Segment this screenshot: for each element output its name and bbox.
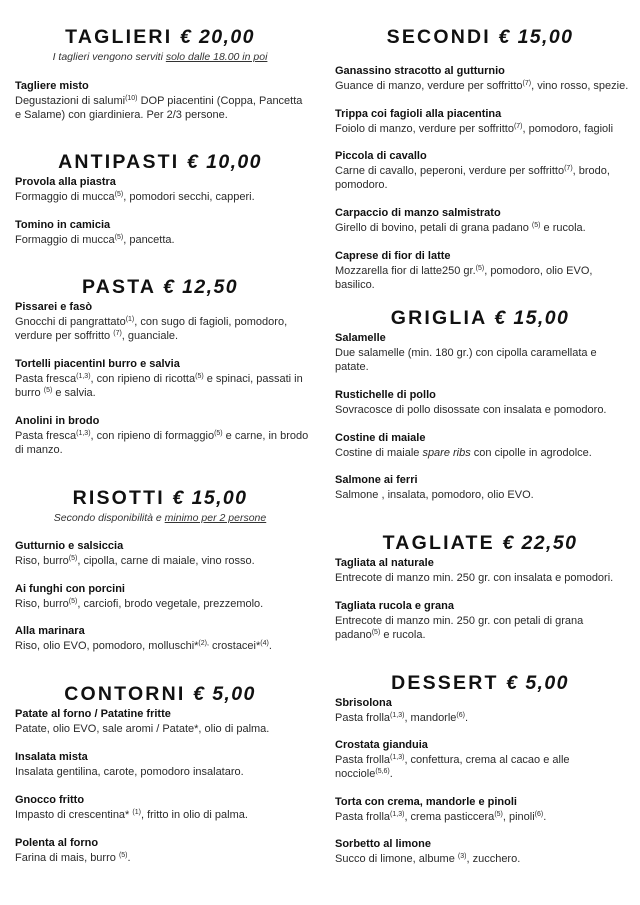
desc-text: Girello di bovino, petali di grana padano: [335, 221, 532, 234]
item-desc: [15, 722, 310, 737]
allergen-note: (10): [125, 94, 138, 102]
item-desc: [335, 122, 630, 137]
desc-text: Pasta frolla: [335, 753, 391, 766]
desc-text: Succo di limone, albume: [335, 852, 458, 865]
menu-item: [335, 388, 630, 417]
section-name: TAGLIERI: [65, 26, 173, 48]
item-name: Insalata mista: [15, 751, 88, 763]
menu-item: [15, 793, 310, 822]
item-desc: [15, 808, 310, 823]
section-name: SECONDI: [386, 26, 491, 48]
menu-item: [335, 107, 630, 136]
menu-item: [15, 750, 310, 779]
desc-text: Degustazioni di salumi: [15, 94, 126, 107]
item-desc: [335, 79, 630, 94]
allergen-note: (6): [456, 711, 465, 719]
allergen-note: (2),: [198, 639, 209, 647]
allergen-note: (1,3): [76, 372, 91, 380]
desc-text: .: [389, 768, 393, 780]
item-desc: [335, 264, 630, 293]
item-name: Costine di maiale: [335, 432, 426, 444]
section-name: ANTIPASTI: [58, 151, 180, 173]
desc-text: , vino rosso, spezie.: [531, 79, 629, 92]
menu-item: [335, 599, 630, 643]
menu-item: [335, 206, 630, 235]
desc-text: , guanciale.: [121, 330, 179, 342]
desc-text: e carne, in brodo di manzo.: [15, 429, 309, 456]
section-title: [15, 682, 305, 706]
item-desc: [15, 851, 310, 866]
menu-item: [335, 331, 630, 375]
allergen-note: (5): [475, 264, 485, 272]
desc-text: e spinaci, passati in burro: [15, 372, 303, 399]
item-desc: [335, 221, 630, 236]
desc-text: Riso, olio EVO, pomodoro, molluschi*: [15, 639, 199, 652]
desc-text: Pasta fresca: [15, 429, 77, 442]
allergen-note: (1,3): [390, 810, 405, 818]
note-text: Secondo disponibilità e: [53, 512, 165, 524]
menu-item: [15, 175, 310, 204]
menu-item: [335, 249, 630, 293]
menu-item: [335, 738, 630, 782]
item-name: Salmone ai ferri: [335, 474, 418, 486]
desc-text: , zucchero.: [466, 852, 521, 865]
item-desc: [335, 403, 630, 418]
desc-text: e rucola.: [540, 221, 586, 234]
item-name: Gutturnio e salsiccia: [15, 540, 124, 552]
desc-text: Guance di manzo, verdure per soffritto: [335, 79, 523, 92]
menu-item: [335, 556, 630, 585]
section-title: [335, 306, 625, 330]
desc-text: , con ripieno di ricotta: [90, 372, 196, 385]
menu-item: [335, 795, 630, 824]
item-desc: [335, 488, 630, 503]
desc-text: .: [127, 851, 131, 864]
item-desc: [15, 94, 310, 123]
menu-item: [335, 696, 630, 725]
desc-text: Farina di mais, burro: [15, 851, 119, 864]
section-taglieri: [15, 25, 315, 64]
section-price: € 15,00: [172, 487, 248, 509]
item-name: Gnocco fritto: [15, 794, 85, 806]
allergen-note: (1): [132, 808, 141, 816]
desc-text: , pinoli: [502, 810, 535, 823]
item-desc: [15, 315, 310, 344]
desc-text: Pasta frolla: [335, 711, 391, 724]
item-name: Piccola di cavallo: [335, 150, 427, 162]
section-note: [15, 511, 305, 525]
desc-text: Gnocchi di pangrattato: [15, 315, 126, 328]
desc-text: , confettura, crema al cacao e alle nocciole: [335, 753, 570, 780]
menu-item: [335, 837, 630, 866]
item-desc: [335, 711, 630, 726]
note-underlined: solo dalle 18.00 in poi: [165, 51, 268, 63]
desc-text: Carne di cavallo, peperoni, verdure per soffritto: [335, 164, 565, 177]
allergen-note: (5): [114, 233, 124, 241]
desc-text: Insalata gentilina, carote, pomodoro insalataro.: [15, 765, 244, 778]
desc-text: crostacei*: [208, 639, 261, 652]
section-note: [15, 50, 305, 64]
item-name: Tagliata al naturale: [335, 557, 434, 569]
section-title: [15, 486, 305, 510]
item-desc: [335, 346, 630, 375]
section-price: € 15,00: [494, 307, 570, 329]
allergen-note: (7): [513, 122, 523, 130]
item-name: Sbrisolona: [335, 697, 392, 709]
section-risotti: [15, 486, 315, 525]
item-desc: [335, 164, 630, 193]
item-name: Pissarei e fasò: [15, 301, 93, 313]
section-name: CONTORNI: [64, 683, 186, 705]
desc-text: DOP piacentini (Coppa, Pancetta e Salame) con giardiniera. Per 2/3 persone.: [15, 94, 303, 121]
item-desc: [335, 446, 630, 461]
section-title: [335, 671, 625, 695]
desc-text: , pancetta.: [123, 233, 175, 246]
desc-text: e salvia.: [52, 387, 96, 399]
desc-text: , cipolla, carne di maiale, vino rosso.: [77, 554, 255, 567]
item-name: Sorbetto al limone: [335, 838, 431, 850]
section-pasta: [15, 275, 315, 299]
menu-item: [15, 624, 310, 653]
section-price: € 5,00: [193, 683, 256, 705]
menu-item: [335, 431, 630, 460]
item-name: Patate al forno / Patatine fritte: [15, 708, 171, 720]
section-price: € 15,00: [498, 26, 574, 48]
note-text: I taglieri vengono serviti: [52, 51, 166, 63]
allergen-note: (5): [371, 629, 381, 636]
item-desc: [15, 597, 310, 612]
allergen-note: (1): [125, 315, 135, 323]
allergen-note: (5): [494, 810, 503, 818]
menu-item: [15, 79, 310, 123]
desc-text: con cipolle in agrodolce.: [470, 446, 592, 459]
section-price: € 12,50: [163, 276, 238, 298]
item-name: Salamelle: [335, 332, 386, 344]
menu-item: [15, 539, 310, 568]
desc-text: , pomodori secchi, capperi.: [123, 190, 255, 203]
item-name: Torta con crema, mandorle e pinoli: [335, 796, 517, 808]
allergen-note: (7): [564, 164, 573, 172]
desc-text: Riso, burro: [15, 597, 69, 610]
menu-item: [15, 414, 310, 458]
desc-text: Costine di maiale: [335, 446, 423, 459]
item-name: Ganassino stracotto al gutturnio: [335, 65, 505, 77]
item-name: Polenta al forno: [15, 837, 99, 849]
desc-text: Pasta fresca: [15, 372, 77, 385]
desc-text: Riso, burro: [15, 554, 69, 567]
desc-text: .: [268, 639, 272, 652]
item-name: Provola alla piastra: [15, 176, 116, 188]
item-name: Tortelli piacentinI burro e salvia: [15, 358, 180, 370]
menu-item: [15, 357, 310, 401]
allergen-note: (1,3): [390, 711, 405, 719]
desc-text: , con sugo di fagioli, pomodoro, verdure per soffritto: [15, 315, 288, 342]
menu-item: [15, 300, 310, 344]
item-desc: [15, 429, 310, 458]
item-name: Anolini in brodo: [15, 415, 100, 427]
section-title: [335, 25, 625, 49]
allergen-note: (5): [531, 221, 541, 229]
desc-text: e rucola.: [380, 629, 426, 641]
desc-text: Salmone , insalata, pomodoro, olio EVO.: [335, 488, 534, 501]
section-name: PASTA: [82, 276, 156, 298]
desc-text: , crema pasticcera: [404, 810, 495, 823]
item-desc: [15, 554, 310, 569]
section-price: € 20,00: [179, 26, 255, 48]
menu-item: [335, 149, 630, 193]
desc-text: Patate, olio EVO, sale aromi / Patate*, olio di palma.: [15, 722, 270, 735]
allergen-note: (4): [260, 639, 269, 647]
allergen-note: (6): [534, 810, 544, 818]
desc-text: Sovracosce di pollo disossate con insalata e pomodoro.: [335, 403, 607, 416]
allergen-note: (7): [522, 79, 532, 87]
allergen-note: (5): [68, 597, 78, 605]
section-name: RISOTTI: [72, 487, 165, 509]
section-title: [335, 531, 625, 555]
desc-text: Formaggio di mucca: [15, 190, 115, 203]
allergen-note: (5): [68, 554, 78, 562]
allergen-note: (5): [118, 851, 128, 859]
note-underlined: minimo per 2 persone: [164, 512, 267, 524]
desc-text: Formaggio di mucca: [15, 233, 115, 246]
desc-text: .: [543, 810, 547, 823]
section-name: GRIGLIA: [390, 307, 487, 329]
allergen-note: (7): [113, 330, 122, 337]
item-desc: [335, 614, 630, 643]
item-name: Tagliere misto: [15, 80, 89, 92]
desc-text: Mozzarella fior di latte250 gr.: [335, 264, 476, 277]
item-name: Tagliata rucola e grana: [335, 600, 455, 612]
allergen-note: (1,3): [390, 753, 405, 761]
allergen-note: (5): [43, 387, 53, 394]
section-title: [15, 275, 305, 299]
item-desc: [335, 571, 630, 586]
desc-italic: spare ribs: [422, 446, 471, 459]
item-name: Carpaccio di manzo salmistrato: [335, 207, 501, 219]
section-price: € 22,50: [502, 532, 578, 554]
desc-text: Foiolo di manzo, verdure per soffritto: [335, 122, 514, 135]
item-desc: [15, 639, 310, 654]
section-title: [15, 25, 305, 49]
allergen-note: (5): [214, 429, 223, 437]
item-desc: [15, 765, 310, 780]
item-desc: [335, 810, 630, 825]
item-desc: [15, 233, 310, 248]
allergen-note: (3): [457, 852, 467, 860]
section-contorni: [15, 682, 315, 706]
desc-text: Due salamelle (min. 180 gr.) con cipolla caramellata e patate.: [335, 346, 597, 373]
menu-item: [15, 218, 310, 247]
menu-item: [15, 836, 310, 865]
item-name: Caprese di fior di latte: [335, 250, 451, 262]
section-name: TAGLIATE: [382, 532, 495, 554]
menu-item: [15, 582, 310, 611]
desc-text: , brodo, pomodoro.: [335, 164, 610, 191]
allergen-note: (5): [114, 190, 124, 198]
desc-text: , mandorle: [404, 711, 457, 724]
item-name: Tomino in camicia: [15, 219, 111, 231]
item-name: Trippa coi fagioli alla piacentina: [335, 108, 502, 120]
desc-text: .: [464, 711, 469, 724]
desc-text: , pomodoro, fagioli: [522, 122, 614, 135]
section-antipasti: [15, 150, 315, 174]
desc-text: , fritto in olio di palma.: [140, 808, 248, 821]
section-griglia: [335, 306, 635, 330]
menu-item: [335, 64, 630, 93]
desc-text: Entrecote di manzo min. 250 gr. con insalata e pomodori.: [335, 571, 614, 584]
desc-text: Impasto di crescentina*: [15, 808, 133, 821]
section-name: DESSERT: [391, 672, 499, 694]
item-name: Rustichelle di pollo: [335, 389, 436, 401]
desc-text: Pasta frolla: [335, 810, 391, 823]
allergen-note: (5,6): [375, 768, 390, 775]
menu-item: [15, 707, 310, 736]
item-desc: [15, 372, 310, 401]
allergen-note: (5): [195, 372, 204, 380]
item-desc: [15, 190, 310, 205]
item-name: Alla marinara: [15, 625, 85, 637]
section-secondi: [335, 25, 635, 49]
section-dessert: [335, 671, 635, 695]
allergen-note: (1,3): [76, 429, 91, 437]
section-price: € 10,00: [187, 151, 262, 173]
item-name: Crostata gianduia: [335, 739, 428, 751]
section-price: € 5,00: [506, 672, 569, 694]
desc-text: , carciofi, brodo vegetale, prezzemolo.: [77, 597, 264, 610]
item-desc: [335, 852, 630, 867]
desc-text: Entrecote di manzo min. 250 gr. con petali di grana padano: [335, 614, 584, 641]
item-desc: [335, 753, 630, 782]
item-name: Ai funghi con porcini: [15, 583, 125, 595]
section-tagliate: [335, 531, 635, 555]
menu-item: [335, 473, 630, 502]
desc-text: , con ripieno di formaggio: [90, 429, 215, 442]
section-title: [15, 150, 305, 174]
desc-text: , pomodoro, olio EVO, basilico.: [335, 264, 593, 291]
